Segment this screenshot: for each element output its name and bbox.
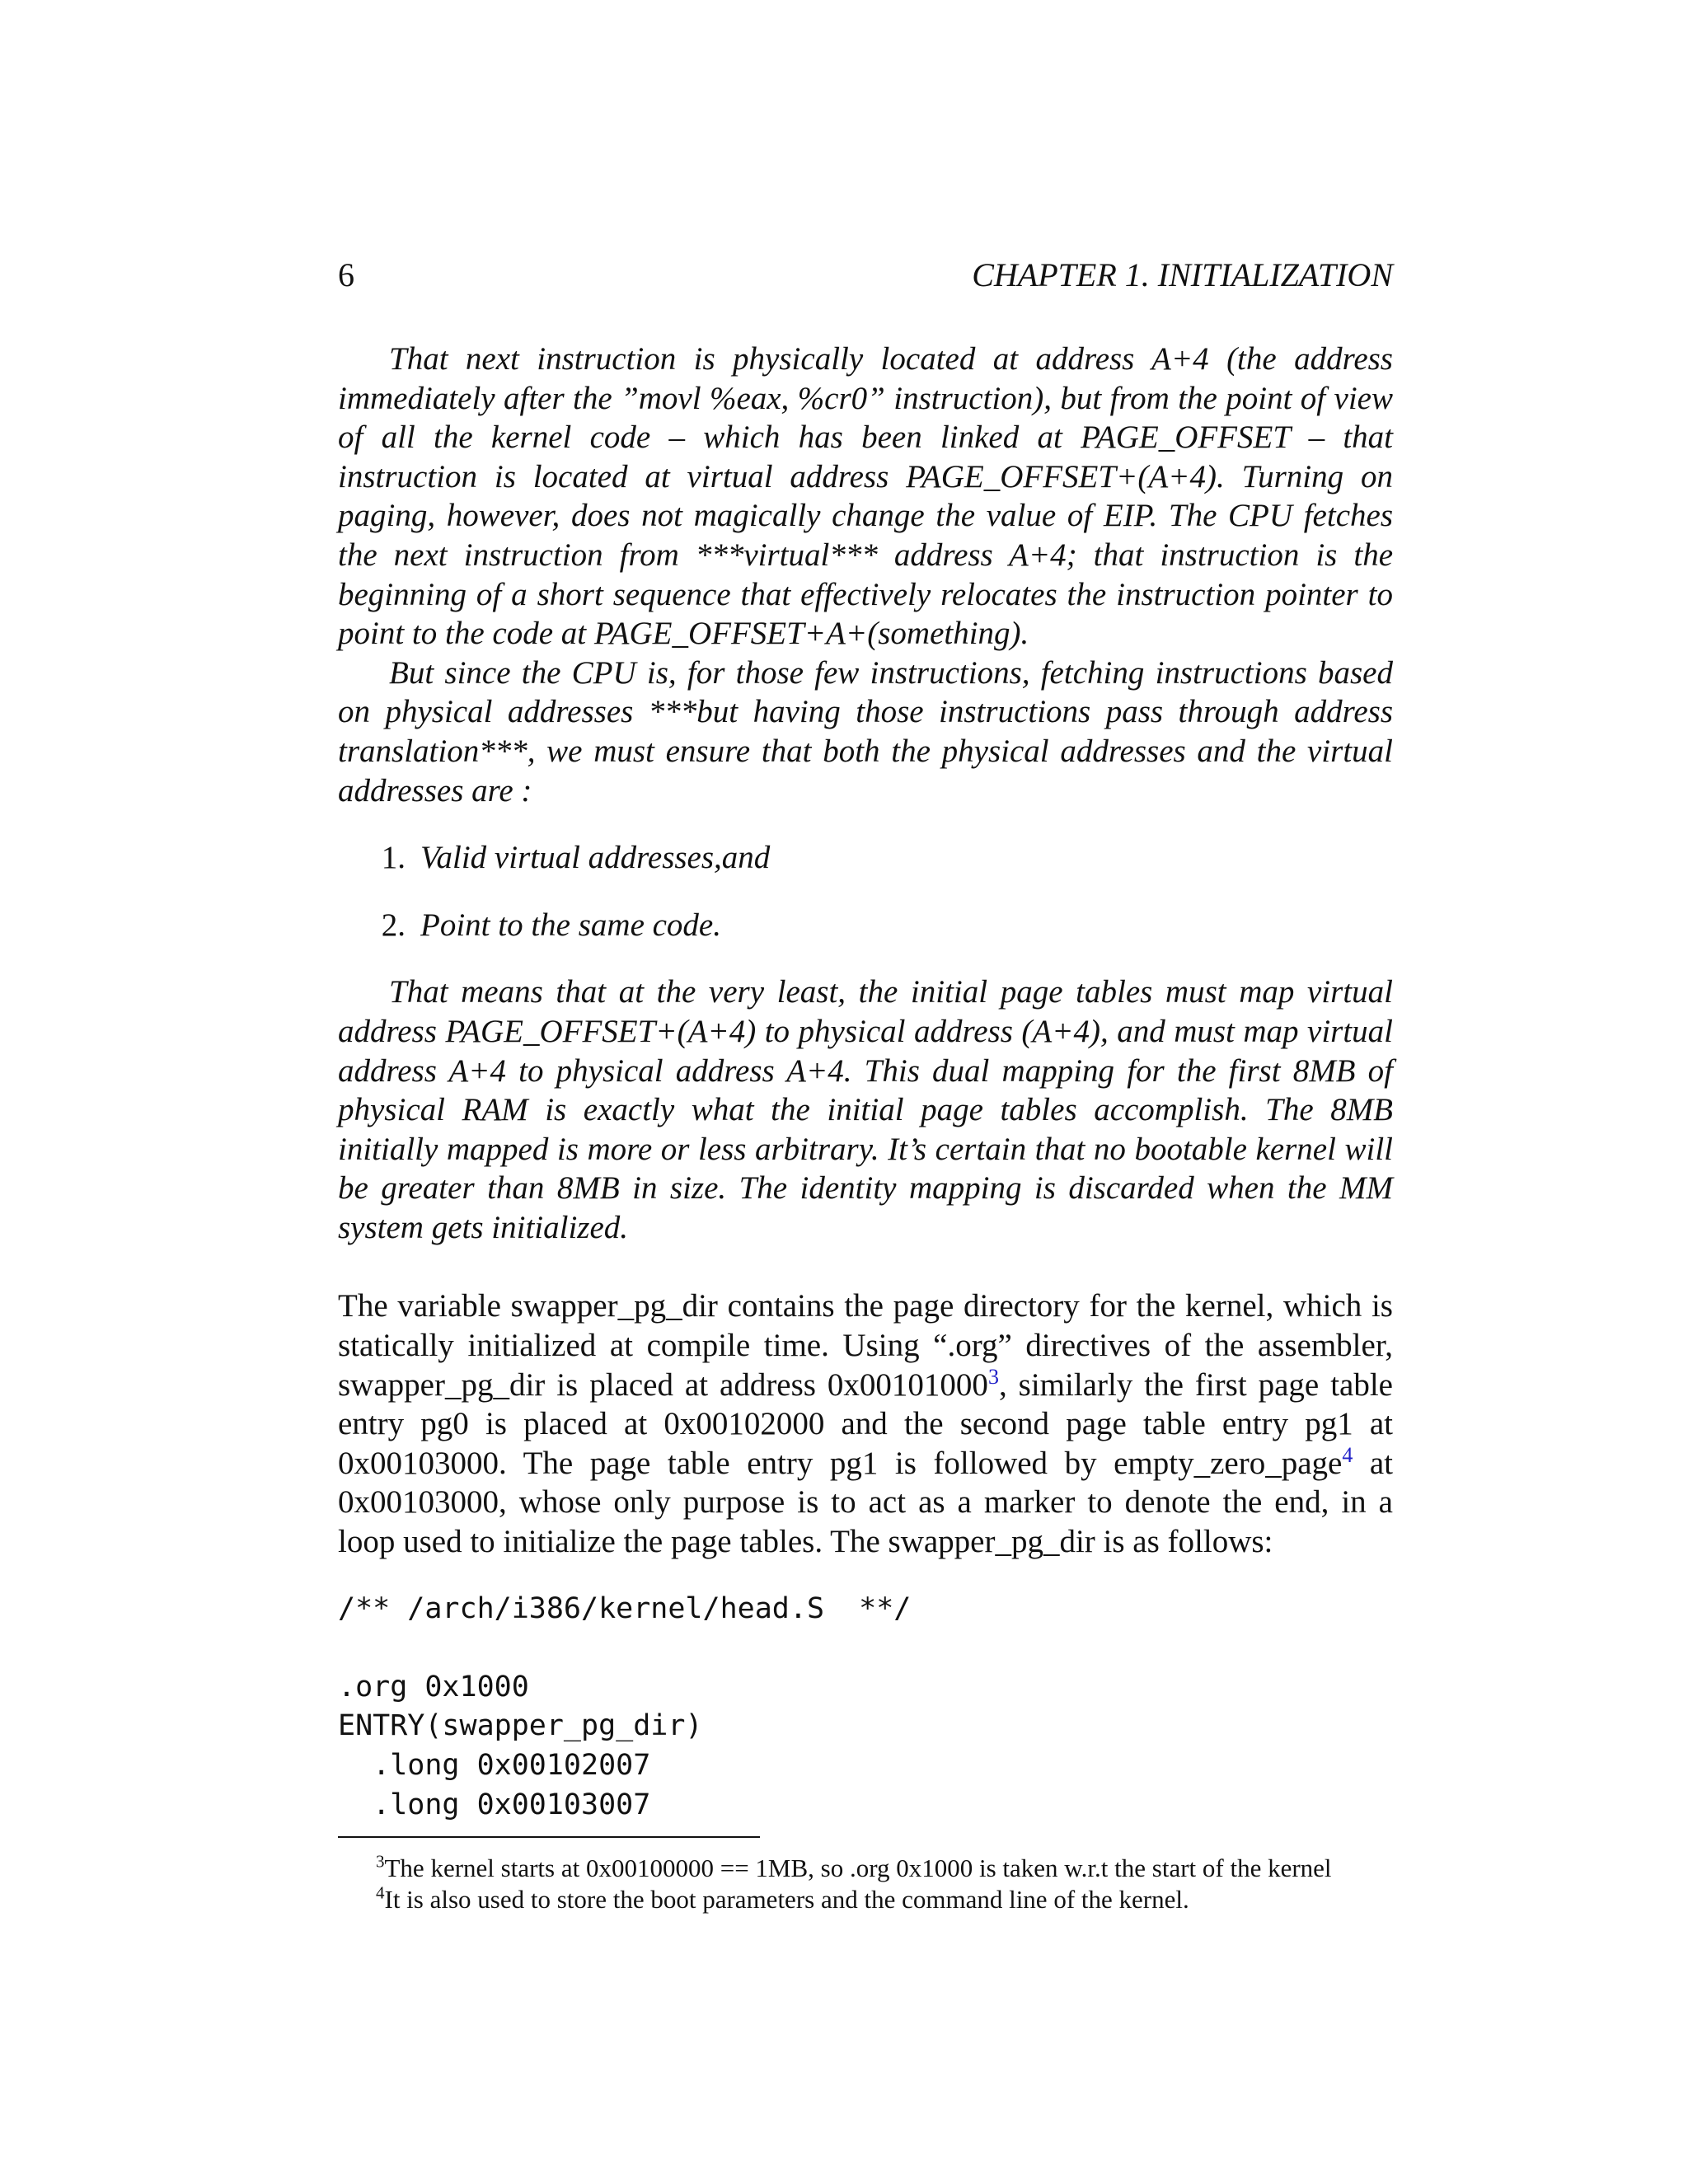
body-section bbox=[338, 1286, 1393, 1561]
footnote-mark: 3 bbox=[376, 1851, 385, 1872]
footnote-text: It is also used to store the boot parameters and the command line of the kernel. bbox=[384, 1885, 1189, 1915]
footnote-text: The kernel starts at 0x00100000 == 1MB, so .org 0x1000 is taken w.r.t the start of the kernel bbox=[384, 1854, 1332, 1883]
list-item-number: 2. bbox=[381, 907, 406, 943]
list-item bbox=[338, 906, 1393, 945]
footnotes bbox=[338, 1853, 1393, 1915]
code-line: .org 0x1000 bbox=[338, 1670, 529, 1704]
italic-paragraph-3: That means that at the very least, the initial page tables must map virtual address PAGE_OFFSET+(A+4) to physical address (A+4), and must map virtual address A+4 to physical address A+4. This dual mapping for the first 8MB of physical RAM is exactly what the initial page tables accomplish. The 8MB initially mapped is more or less arbitrary. It’s certain that no bootable kernel will be greater than 8MB in size. The identity mapping is discarded when the MM system gets initialized. bbox=[338, 974, 1393, 1245]
italic-section bbox=[338, 340, 1393, 1247]
list-item-number: 1. bbox=[381, 840, 406, 876]
footnote-rule bbox=[338, 1836, 760, 1838]
code-line: /** /arch/i386/kernel/head.S **/ bbox=[338, 1591, 912, 1625]
body-text-part-3: at 0x00103000, whose only purpose is to act as a marker to denote the end, in a loop used to initialize the page tables. The swapper_pg_dir is as follows: bbox=[338, 1445, 1394, 1560]
footnote-ref-3[interactable]: 3 bbox=[987, 1364, 999, 1389]
footnote-ref-4[interactable]: 4 bbox=[1342, 1442, 1353, 1467]
code-line: ENTRY(swapper_pg_dir) bbox=[338, 1709, 703, 1743]
code-line: .long 0x00102007 bbox=[338, 1749, 651, 1782]
italic-paragraph-1: That next instruction is physically located at address A+4 (the address immediately after the ”movl %eax, %cr0” instruction), but from the point of view of all the kernel code – which has been linked at PAGE_OFFSET – that instruction is located at virtual address PAGE_OFFSET+(A+4). Turning on paging, however, does not magically change the value of EIP. The CPU fetches the next instruction from ***virtual*** address A+4; that instruction is the beginning of a short sequence that effectively relocates the instruction pointer to point to the code at PAGE_OFFSET+A+(something). bbox=[338, 341, 1393, 652]
body-text-part-1: The variable swapper_pg_dir contains the page directory for the kernel, which is statically initialized at compile time. Using “.org” directives of the assembler, swapper_pg_dir is placed at address 0x00101000 bbox=[338, 1288, 1393, 1403]
requirements-list bbox=[338, 838, 1393, 944]
body-text-part-2: , similarly the first page table entry pg0 is placed at 0x00102000 and the second page table entry pg1 at 0x00103000. The page table entry pg1 is followed by empty_zero_page bbox=[338, 1366, 1393, 1481]
footnote-4 bbox=[338, 1884, 1393, 1915]
list-item bbox=[338, 838, 1393, 878]
footnote-3 bbox=[338, 1853, 1393, 1884]
code-line bbox=[338, 1629, 1393, 1668]
running-head bbox=[338, 255, 1393, 295]
page-number: 6 bbox=[338, 256, 354, 293]
page bbox=[338, 255, 1393, 1915]
chapter-title: CHAPTER 1. INITIALIZATION bbox=[972, 256, 1393, 293]
list-item-text: Point to the same code. bbox=[420, 907, 721, 943]
code-listing bbox=[338, 1590, 1393, 1825]
italic-paragraph-2: But since the CPU is, for those few instructions, fetching instructions based on physical addresses ***but having those instructions pass through address translation***, we must ensure that both the physical addresses and the virtual addresses are : bbox=[338, 654, 1393, 808]
footnote-mark: 4 bbox=[376, 1882, 385, 1903]
code-line: .long 0x00103007 bbox=[338, 1788, 651, 1821]
body-paragraph bbox=[338, 1286, 1393, 1561]
list-item-text: Valid virtual addresses,and bbox=[420, 840, 771, 876]
